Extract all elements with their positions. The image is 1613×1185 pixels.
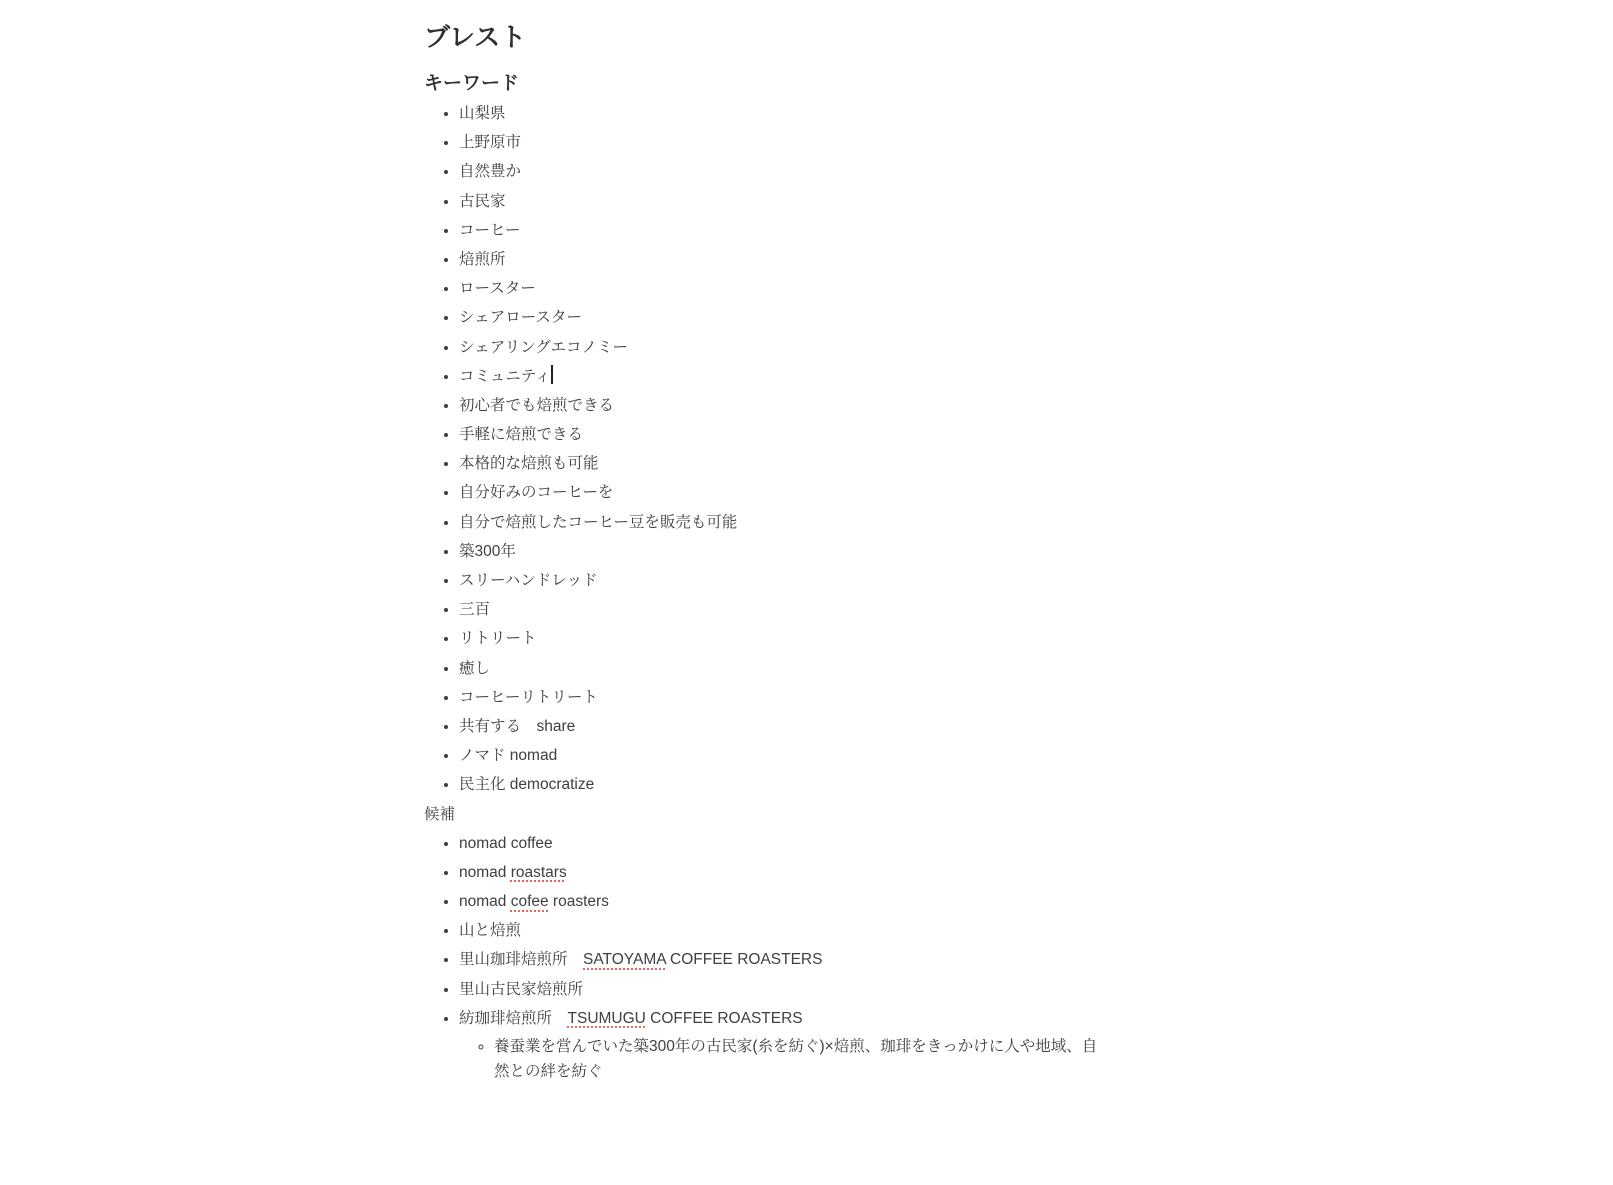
- keyword-item[interactable]: [459, 218, 1108, 244]
- candidate-item[interactable]: [459, 977, 1108, 1003]
- text-segment: コーヒー: [459, 221, 521, 239]
- text-segment: 里山古民家焙煎所: [459, 980, 584, 998]
- candidate-note-item[interactable]: ◦ 養蚕業を営んでいた築300年の古民家(糸を紡ぐ)×焙煎、珈琲をきっかけに人や地域、自然との絆を紡ぐ: [494, 1034, 1108, 1084]
- text-segment: roasters: [548, 893, 609, 911]
- keyword-item[interactable]: [459, 189, 1108, 215]
- candidate-list: [424, 831, 1108, 1084]
- keyword-item[interactable]: [459, 159, 1108, 185]
- text-segment: 民主化 democratize: [459, 776, 595, 794]
- keyword-item[interactable]: [459, 772, 1108, 798]
- text-segment: 古民家: [459, 192, 506, 210]
- text-segment: 里山珈琲焙煎所: [459, 951, 584, 969]
- keyword-item[interactable]: [459, 305, 1108, 331]
- candidate-item[interactable]: [459, 860, 1108, 886]
- text-segment: COFFEE ROASTERS: [665, 951, 823, 969]
- keyword-item[interactable]: [459, 685, 1108, 711]
- keyword-item[interactable]: [459, 656, 1108, 682]
- text-segment: コーヒーリトリート: [459, 688, 598, 706]
- text-segment: コミュニティ: [459, 367, 551, 385]
- candidates-label[interactable]: 候補: [424, 805, 456, 823]
- misspelled-word: TSUMUGU: [567, 1009, 646, 1027]
- text-segment: COFFEE ROASTERS: [645, 1009, 803, 1027]
- keyword-item[interactable]: [459, 393, 1108, 419]
- misspelled-word: roastars: [510, 863, 567, 881]
- text-segment: 本格的な焙煎も可能: [459, 455, 599, 473]
- misspelled-word: cofee: [510, 893, 549, 911]
- text-segment: 初心者でも焙煎できる: [459, 396, 615, 414]
- keyword-item[interactable]: [459, 276, 1108, 302]
- keyword-item[interactable]: [459, 130, 1108, 156]
- text-segment: nomad: [459, 893, 511, 911]
- text-segment: シェアロースター: [459, 309, 582, 327]
- keyword-list: [424, 101, 1108, 798]
- text-segment: 自分で焙煎したコーヒー豆を販売も可能: [459, 513, 738, 531]
- keyword-item[interactable]: [459, 539, 1108, 565]
- text-segment: 三百: [459, 601, 491, 619]
- text-segment: 上野原市: [459, 134, 522, 152]
- text-segment: 手軽に焙煎できる: [459, 426, 584, 444]
- keyword-item[interactable]: [459, 101, 1108, 127]
- text-segment: 山と焙煎: [459, 922, 522, 940]
- text-segment: 焙煎所: [459, 250, 506, 268]
- keyword-item[interactable]: [459, 422, 1108, 448]
- text-segment: nomad coffee: [459, 834, 553, 852]
- text-segment: 自然豊か: [459, 163, 522, 181]
- candidate-item[interactable]: [459, 831, 1108, 857]
- keyword-item[interactable]: [459, 335, 1108, 361]
- keyword-item[interactable]: [459, 743, 1108, 769]
- text-segment: 共有する share: [459, 717, 576, 735]
- keyword-item[interactable]: [459, 510, 1108, 536]
- text-segment: スリーハンドレッド: [459, 572, 598, 589]
- keywords-heading[interactable]: キーワード: [424, 73, 520, 94]
- text-segment: 自分好みのコーヒーを: [459, 484, 614, 502]
- misspelled-word: SATOYAMA: [583, 951, 666, 969]
- keyword-item[interactable]: [459, 714, 1108, 740]
- keyword-item[interactable]: [459, 597, 1108, 623]
- text-segment: 築300年: [459, 542, 516, 560]
- text-segment: リトリート: [459, 630, 537, 648]
- keyword-item[interactable]: [459, 247, 1108, 273]
- document-page: [424, 0, 1108, 1084]
- text-segment: ロースター: [459, 280, 536, 298]
- candidate-item[interactable]: [459, 889, 1108, 915]
- candidate-note-list: [459, 1034, 1108, 1084]
- keyword-item[interactable]: [459, 364, 1108, 390]
- keyword-item[interactable]: [459, 568, 1108, 594]
- keyword-item[interactable]: [459, 451, 1108, 477]
- text-segment: 癒し: [459, 659, 491, 677]
- candidate-item[interactable]: [459, 1006, 1108, 1084]
- text-segment: 山梨県: [459, 105, 506, 122]
- keyword-item[interactable]: [459, 480, 1108, 506]
- page-title[interactable]: ブレスト: [424, 22, 527, 52]
- text-caret: [551, 365, 553, 384]
- text-segment: ノマド nomad: [459, 747, 558, 765]
- candidate-item[interactable]: [459, 918, 1108, 944]
- text-segment: nomad: [459, 863, 511, 881]
- candidate-item[interactable]: [459, 947, 1108, 973]
- text-segment: 紡珈琲焙煎所: [459, 1009, 568, 1027]
- keyword-item[interactable]: [459, 626, 1108, 652]
- text-segment: シェアリングエコノミー: [459, 338, 628, 356]
